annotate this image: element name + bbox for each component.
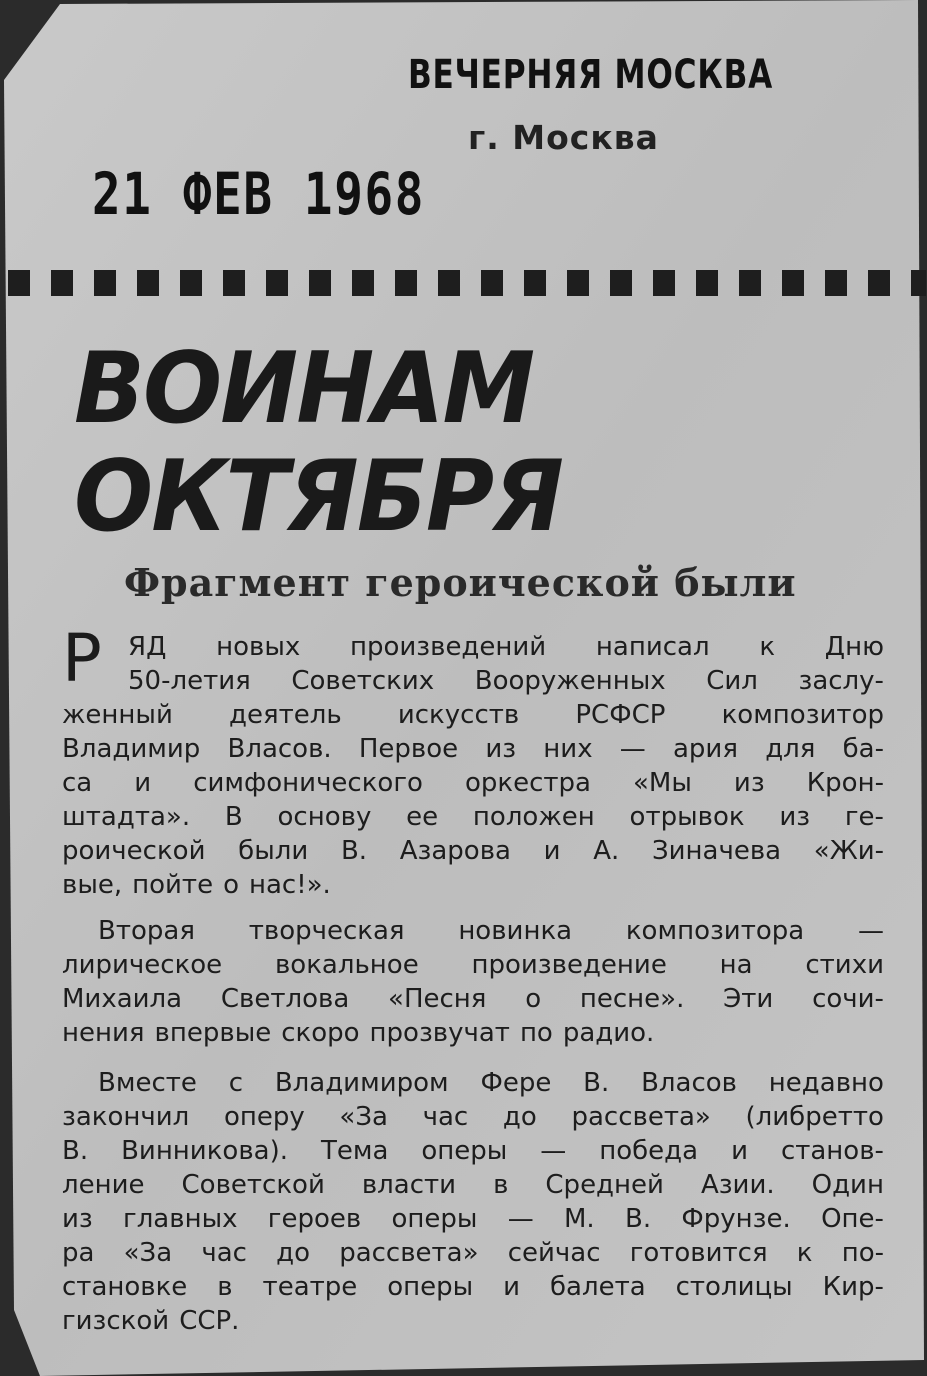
dash-block: [137, 270, 159, 296]
dash-block: [696, 270, 718, 296]
paragraph-line: штадта». В основу ее положен отрывок из ге-: [62, 802, 884, 832]
dash-block: [8, 270, 30, 296]
paragraph-line: Владимир Власов. Первое из них — ария для ба-: [62, 734, 884, 764]
paragraph-line: роической были В. Азарова и А. Зиначева «Жи-: [62, 836, 884, 866]
paragraph-line: гизской ССР.: [62, 1306, 240, 1336]
dash-block: [180, 270, 202, 296]
article-subtitle: Фрагмент героической были: [124, 560, 797, 605]
paragraph-line: Вторая творческая новинка композитора —: [98, 916, 884, 946]
dash-block: [610, 270, 632, 296]
date-stamp: 21 ФЕВ 1968: [92, 160, 426, 228]
dash-block: [567, 270, 589, 296]
headline-line-2: ОКТЯБРЯ: [74, 440, 563, 554]
decorative-dash-rule: [4, 264, 926, 304]
dash-block: [782, 270, 804, 296]
dash-block: [825, 270, 847, 296]
paragraph-line: Вместе с Владимиром Фере В. Власов недавно: [98, 1068, 884, 1098]
paragraph-line: становке в театре оперы и балета столицы Кир-: [62, 1272, 884, 1302]
dash-block: [266, 270, 288, 296]
dash-block: [868, 270, 890, 296]
dash-block: [223, 270, 245, 296]
paragraph-line: женный деятель искусств РСФСР композитор: [62, 700, 884, 730]
dash-block: [481, 270, 503, 296]
paragraph-3: [62, 1066, 884, 1338]
paragraph-line: са и симфонического оркестра «Мы из Крон-: [62, 768, 884, 798]
newspaper-name-stamp: ВЕЧЕРНЯЯ МОСКВА: [408, 52, 774, 98]
paragraph-line: 50-летия Советских Вооруженных Сил заслу-: [128, 666, 884, 696]
city-stamp: г. Москва: [468, 118, 659, 157]
paragraph-line: ление Советской власти в Средней Азии. Один: [62, 1170, 884, 1200]
dash-block: [352, 270, 374, 296]
dash-block: [524, 270, 546, 296]
drop-cap: Р: [62, 620, 102, 697]
paragraph-line: ра «За час до рассвета» сейчас готовится к по-: [62, 1238, 884, 1268]
dash-block: [94, 270, 116, 296]
paragraph-line: нения впервые скоро прозвучат по радио.: [62, 1018, 655, 1048]
paragraph-line: ЯД новых произведений написал к Дню: [128, 632, 884, 662]
headline-line-1: ВОИНАМ: [74, 332, 534, 446]
dash-block: [911, 270, 926, 296]
dash-block: [309, 270, 331, 296]
paragraph-line: Михаила Светлова «Песня о песне». Эти сочи-: [62, 984, 884, 1014]
paragraph-1: [62, 630, 884, 902]
paragraph-2: [62, 914, 884, 1050]
paragraph-line: из главных героев оперы — М. В. Фрунзе. Опе-: [62, 1204, 884, 1234]
paragraph-line: лирическое вокальное произведение на стихи: [62, 950, 884, 980]
paragraph-line: закончил оперу «За час до рассвета» (либретто: [62, 1102, 884, 1132]
paragraph-line: В. Винникова). Тема оперы — победа и станов-: [62, 1136, 884, 1166]
dash-block: [51, 270, 73, 296]
paragraph-line: вые, пойте о нас!».: [62, 870, 331, 900]
dash-block: [653, 270, 675, 296]
dash-block: [395, 270, 417, 296]
dash-block: [739, 270, 761, 296]
dash-block: [438, 270, 460, 296]
